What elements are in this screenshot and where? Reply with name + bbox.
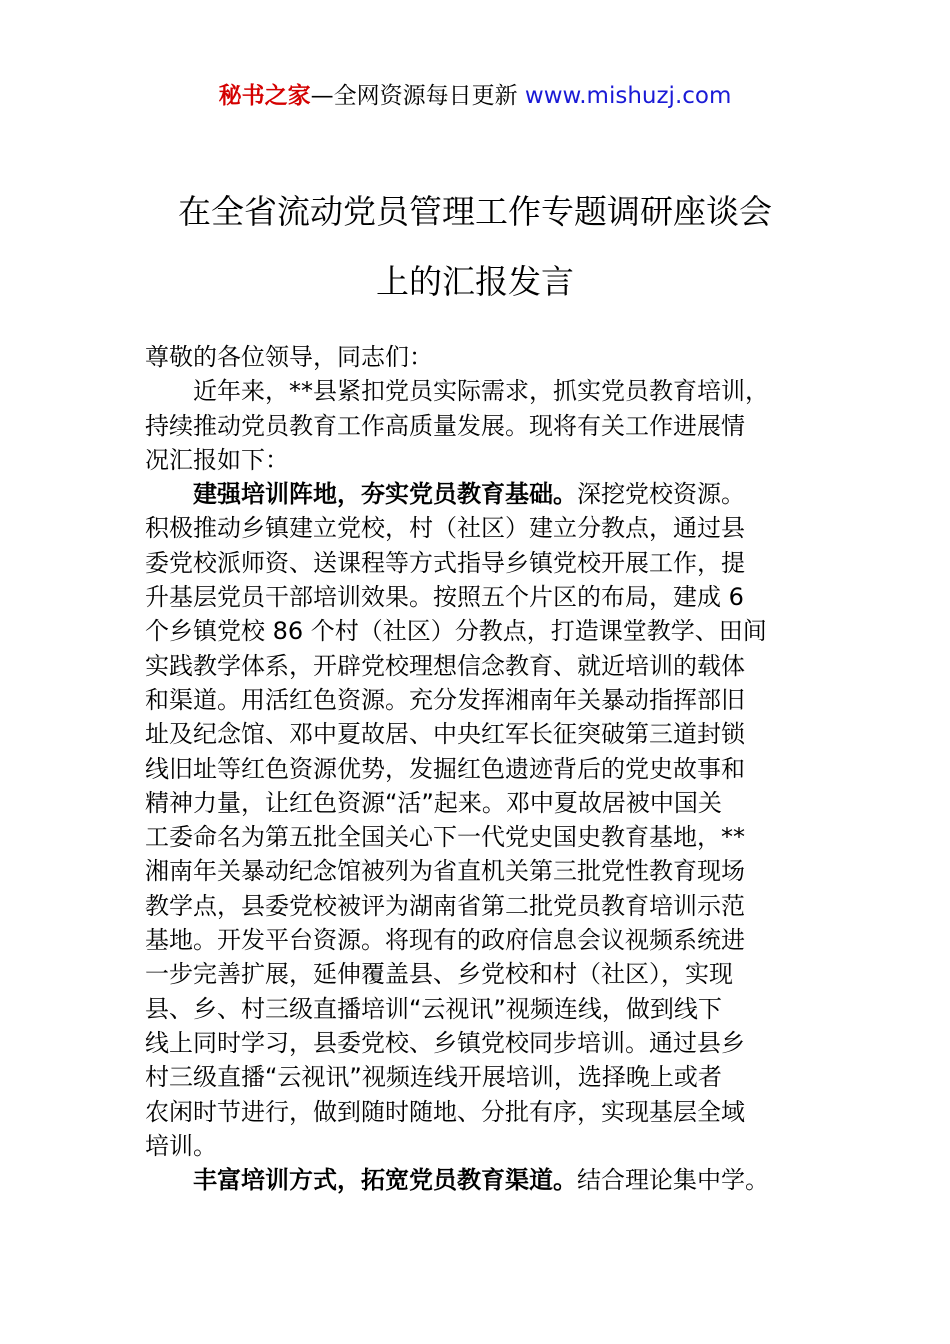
paragraph-lead-heading: 建强培训阵地，夯实党员教育基础。	[193, 480, 577, 509]
paragraph-line: 委党校派师资、送课程等方式指导乡镇党校开展工作，提	[145, 548, 745, 577]
paragraph-line: 县、乡、村三级直播培训“云视讯”视频连线，做到线下	[145, 994, 722, 1023]
paragraph-line: 基地。开发平台资源。将现有的政府信息会议视频系统进	[145, 926, 745, 955]
paragraph-line: 一步完善扩展，延伸覆盖县、乡党校和村（社区），实现	[145, 960, 733, 989]
document-title	[140, 177, 810, 317]
paragraph-line: 农闲时节进行，做到随时随地、分批有序，实现基层全域	[145, 1097, 745, 1126]
paragraph-line: 教学点，县委党校被评为湖南省第二批党员教育培训示范	[145, 891, 745, 920]
paragraph-line: 精神力量，让红色资源“活”起来。邓中夏故居被中国关	[145, 788, 722, 817]
paragraph-line-rest: 深挖党校资源。	[577, 480, 745, 509]
paragraph-line: 工委命名为第五批全国关心下一代党史国史教育基地，**	[145, 823, 745, 852]
document-body	[145, 340, 825, 1197]
paragraph-line: 近年来，**县紧扣党员实际需求，抓实党员教育培训，	[193, 377, 769, 406]
paragraph-intro	[145, 374, 825, 477]
title-line-2: 上的汇报发言	[376, 262, 574, 301]
paragraph-line: 址及纪念馆、邓中夏故居、中央红军长征突破第三道封锁	[145, 720, 745, 749]
paragraph-training-methods	[145, 1163, 825, 1197]
paragraph-line: 实践教学体系，开辟党校理想信念教育、就近培训的载体	[145, 651, 745, 680]
paragraph-line: 积极推动乡镇建立党校，村（社区）建立分教点，通过县	[145, 514, 745, 543]
paragraph-line: 村三级直播“云视讯”视频连线开展培训，选择晚上或者	[145, 1063, 722, 1092]
paragraph-line: 况汇报如下：	[145, 445, 289, 474]
paragraph-line: 个乡镇党校 86 个村（社区）分教点，打造课堂教学、田间	[145, 617, 767, 646]
paragraph-line: 线旧址等红色资源优势，发掘红色遗迹背后的党史故事和	[145, 754, 745, 783]
paragraph-line-rest: 结合理论集中学。	[577, 1166, 769, 1195]
paragraph-line: 线上同时学习，县委党校、乡镇党校同步培训。通过县乡	[145, 1028, 745, 1057]
salutation: 尊敬的各位领导，同志们：	[145, 343, 433, 371]
site-name: 秘书之家	[218, 83, 311, 109]
title-line-1: 在全省流动党员管理工作专题调研座谈会	[178, 192, 772, 231]
paragraph-line: 升基层党员干部培训效果。按照五个片区的布局，建成 6	[145, 583, 744, 612]
paragraph-line: 持续推动党员教育工作高质量发展。现将有关工作进展情	[145, 411, 745, 440]
paragraph-training-base	[145, 477, 825, 1163]
site-tagline: —全网资源每日更新	[310, 83, 518, 109]
paragraph-lead-heading: 丰富培训方式，拓宽党员教育渠道。	[193, 1166, 577, 1195]
site-header	[0, 80, 950, 112]
paragraph-first-line	[145, 1163, 825, 1197]
paragraph-first-line	[145, 477, 825, 511]
paragraph-line: 湘南年关暴动纪念馆被列为省直机关第三批党性教育现场	[145, 857, 745, 886]
paragraph-line: 和渠道。用活红色资源。充分发挥湘南年关暴动指挥部旧	[145, 685, 745, 714]
paragraph-line: 培训。	[145, 1131, 217, 1160]
site-url-link[interactable]: www.mishuzj.com	[524, 83, 732, 109]
